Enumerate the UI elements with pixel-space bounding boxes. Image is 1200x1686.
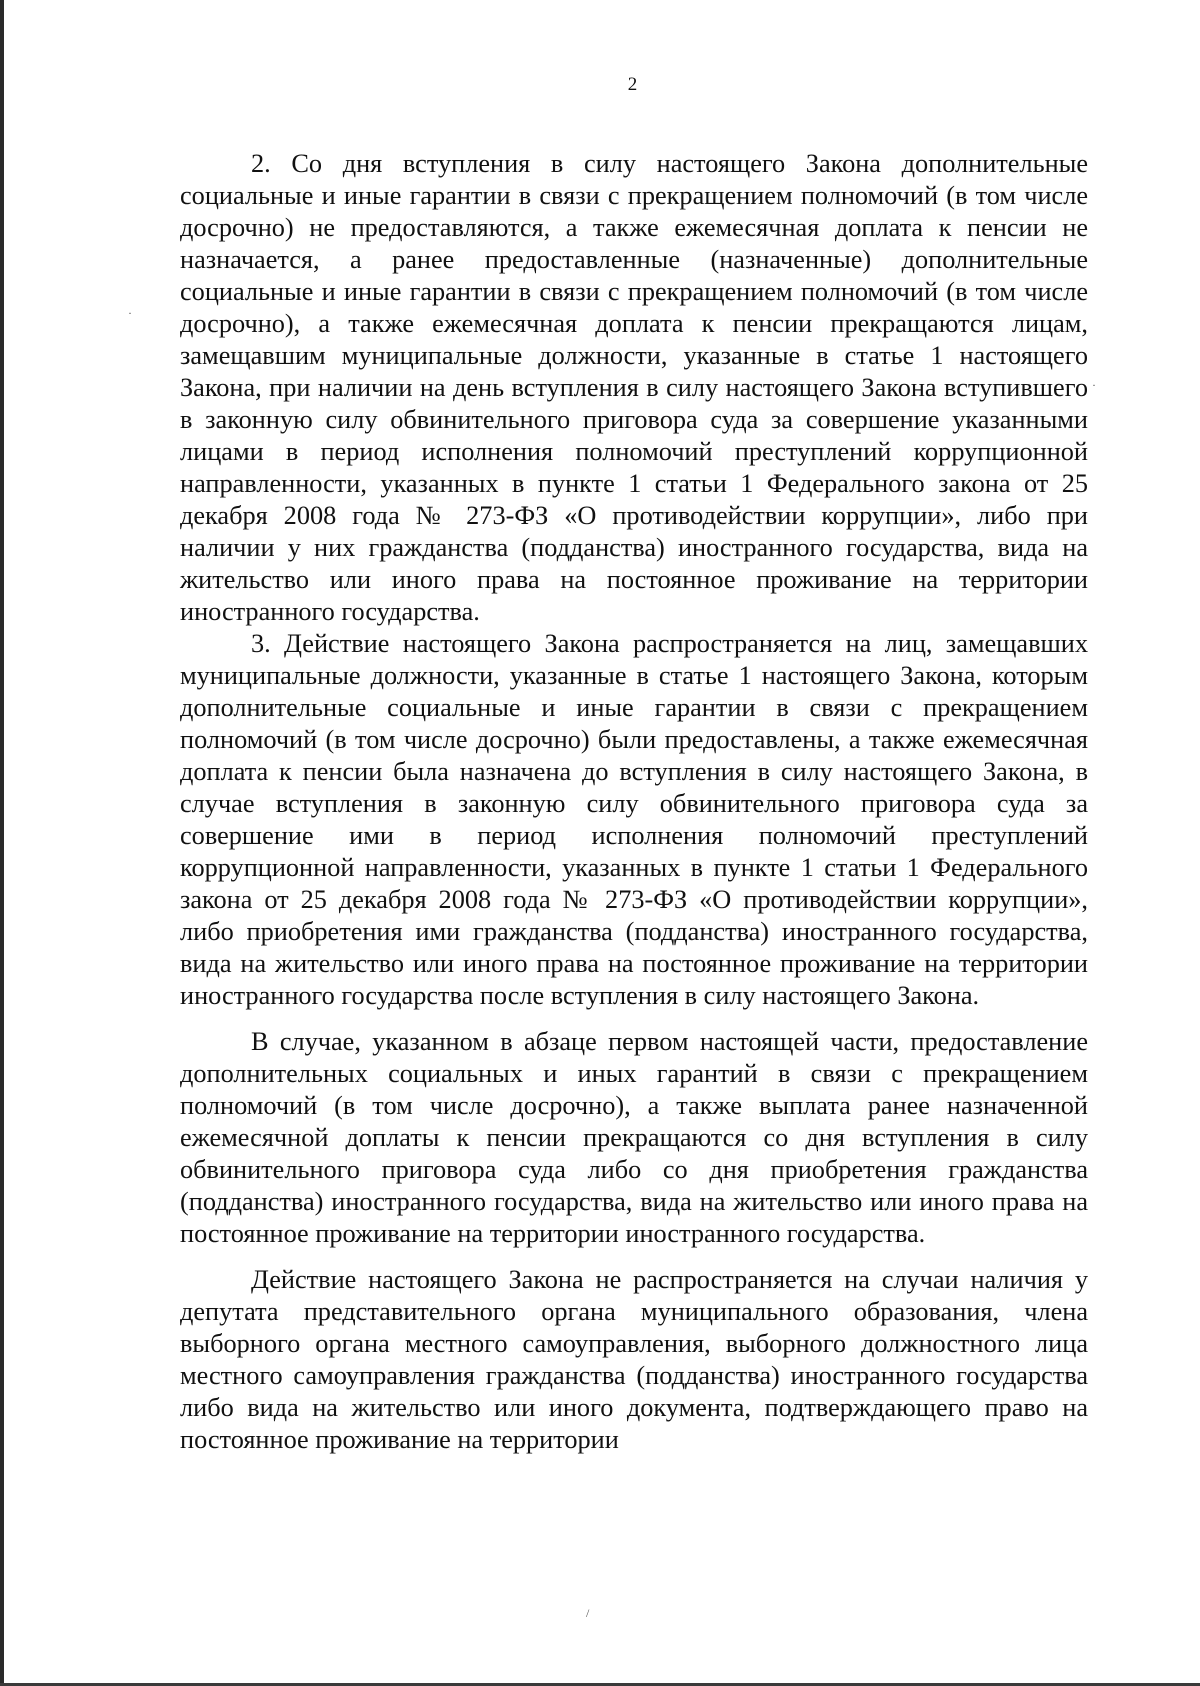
paragraph-part-3-third-clause: Действие настоящего Закона не распространяется на случаи наличия у депутата представительного органа муниципального образования, члена выборного органа местного самоуправления, выборного должностного лица местного самоуправления гражданства (подданства) иностранного государства либо вида на жительство или иного документа, подтверждающего право на постоянное проживание на территории xyxy=(180,1265,1088,1454)
scan-edge-left xyxy=(0,0,4,1686)
paragraph-part-3-second-clause: В случае, указанном в абзаце первом настоящей части, предоставление дополнительных социальных и иных гарантий в связи с прекращением полномочий (в том числе досрочно), а также выплата ранее назначенной ежемесячной доплаты к пенсии прекращаются со дня вступления в силу обвинительного приговора суда либо со дня приобретения гражданства (подданства) иностранного государства, вида на жительство или иного права на постоянное проживание на территории иностранного государства. xyxy=(180,1027,1088,1248)
paragraph-part-2: 2. Со дня вступления в силу настоящего Закона дополнительные социальные и иные гарантии в связи с прекращением полномочий (в том числе досрочно) не предоставляются, а также ежемесячная доплата к пенсии не назначается, а ранее предоставленные (назначенные) дополнительные социальные и иные гарантии в связи с прекращением полномочий (в том числе досрочно), а также ежемесячная доплата к пенсии прекращаются лицам, замещавшим муниципальные должности, указанные в статье 1 настоящего Закона, при наличии на день вступления в силу настоящего Закона вступившего в законную силу обвинительного приговора суда за совершение указанными лицами в период исполнения полномочий преступлений коррупционной направленности, указанных в пункте 1 статьи 1 Федерального закона от 25 декабря 2008 года № 273-ФЗ «О противодействии коррупции», либо при наличии у них гражданства (подданства) иностранного государства, вида на жительство или иного права на постоянное проживание на территории иностранного государства. xyxy=(180,149,1088,626)
paragraph-part-3: 3. Действие настоящего Закона распространяется на лиц, замещавших муниципальные должности, указанные в статье 1 настоящего Закона, которым дополнительные социальные и иные гарантии в связи с прекращением полномочий (в том числе досрочно) были предоставлены, а также ежемесячная доплата к пенсии была назначена до вступления в силу настоящего Закона, в случае вступления в законную силу обвинительного приговора суда за совершение ими в период исполнения полномочий преступлений коррупционной направленности, указанных в пункте 1 статьи 1 Федерального закона от 25 декабря 2008 года № 273-ФЗ «О противодействии коррупции», либо приобретения ими гражданства (подданства) иностранного государства, вида на жительство или иного права на постоянное проживание на территории иностранного государства после вступления в силу настоящего Закона. xyxy=(180,629,1088,1010)
scan-speck: · xyxy=(128,306,132,320)
document-body xyxy=(180,148,1088,1456)
page-number: 2 xyxy=(627,74,638,95)
scan-speck: / xyxy=(586,1606,590,1620)
scan-speck: · xyxy=(1092,378,1096,392)
